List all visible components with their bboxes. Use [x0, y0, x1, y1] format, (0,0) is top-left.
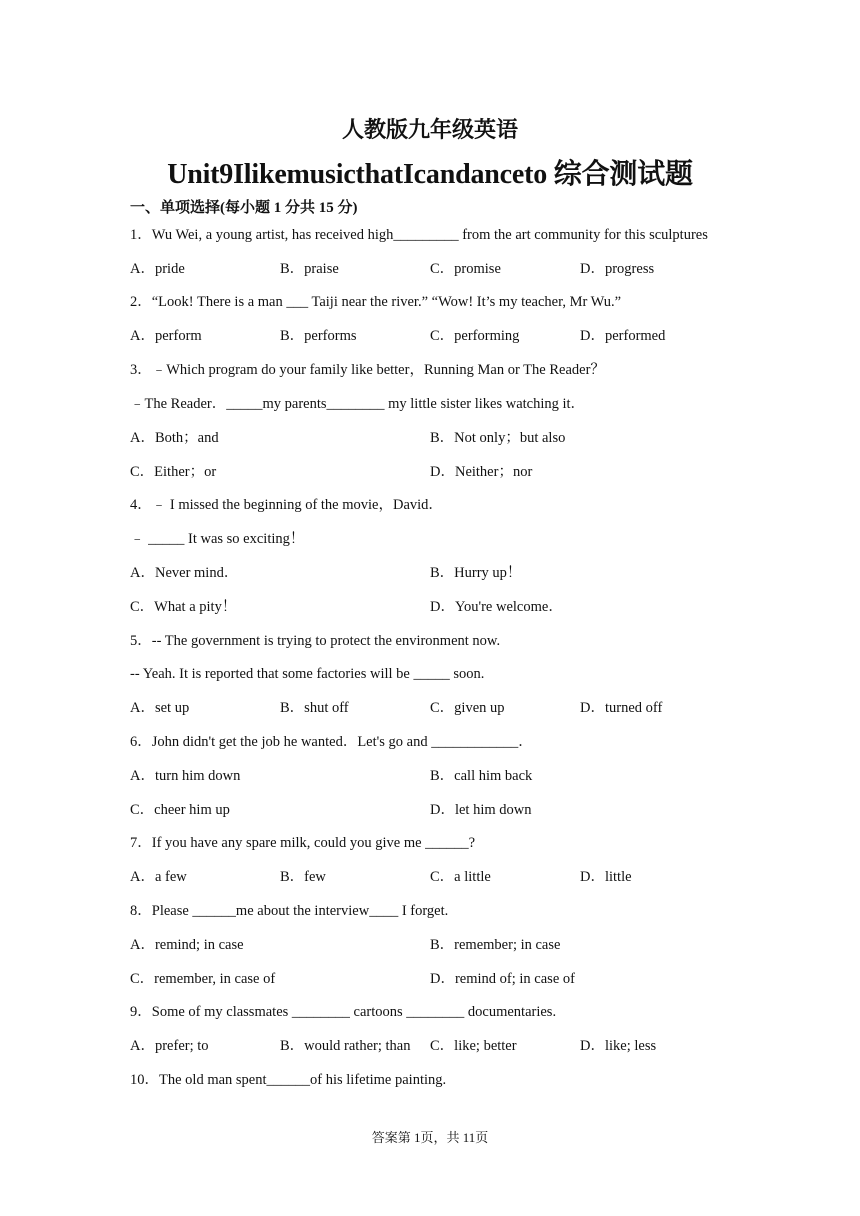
- option-d: D．like; less: [580, 1038, 657, 1054]
- title-line-2: Unit9IlikemusicthatIcandanceto 综合测试题: [167, 159, 693, 190]
- option-b: B．Hurry up！: [430, 565, 522, 581]
- option-d: D．remind of; in case of: [430, 971, 575, 987]
- question-9-stem: 9．Some of my classmates ________ cartoons ________ documentaries.: [130, 1004, 557, 1020]
- option-b: B．would rather; than: [280, 1038, 411, 1054]
- question-1-stem: 1．Wu Wei, a young artist, has received high_________ from the art community for this sculptures: [130, 227, 708, 243]
- option-c: C．like; better: [430, 1038, 517, 1054]
- question-4-stem-2: ﹣ _____ It was so exciting！: [130, 531, 305, 547]
- option-b: B．remember; in case: [430, 937, 561, 953]
- page-footer: 答案第 1页，共 11页: [371, 1130, 489, 1145]
- question-5-stem: 5．-- The government is trying to protect the environment now.: [130, 633, 501, 649]
- option-c: C．remember, in case of: [130, 971, 276, 987]
- option-a: A．pride: [130, 261, 185, 277]
- question-3-stem-2: ﹣The Reader．_____my parents________ my little sister likes watching it．: [130, 396, 586, 412]
- question-3-stem: 3．﹣Which program do your family like better，Running Man or The Reader？: [130, 362, 605, 378]
- option-d: D．You're welcome．: [430, 599, 563, 615]
- option-c: C．a little: [430, 869, 491, 885]
- option-c: C．given up: [430, 700, 505, 716]
- option-d: D．performed: [580, 328, 666, 344]
- question-10-stem: 10．The old man spent______of his lifetime painting.: [130, 1072, 447, 1088]
- option-d: D．little: [580, 869, 632, 885]
- option-d: D．Neither；nor: [430, 464, 533, 480]
- option-b: B．few: [280, 869, 326, 885]
- option-d: D．let him down: [430, 802, 532, 818]
- option-b: B．shut off: [280, 700, 349, 716]
- option-c: C．performing: [430, 328, 520, 344]
- section-heading: 一、单项选择(每小题 1 分共 15 分): [130, 200, 358, 216]
- option-d: D．progress: [580, 261, 655, 277]
- option-c: C．What a pity！: [130, 599, 237, 615]
- option-a: A．Never mind．: [130, 565, 239, 581]
- title-line-1: 人教版九年级英语: [341, 117, 518, 143]
- option-c: C．promise: [430, 261, 501, 277]
- question-2-stem: 2．“Look! There is a man ___ Taiji near the river.” “Wow! It’s my teacher, Mr Wu.”: [130, 294, 622, 310]
- option-c: C．cheer him up: [130, 802, 230, 818]
- option-a: A．remind; in case: [130, 937, 244, 953]
- question-7-stem: 7．If you have any spare milk, could you give me ______?: [130, 835, 476, 851]
- option-a: A．perform: [130, 328, 202, 344]
- option-b: B．praise: [280, 261, 339, 277]
- question-6-stem: 6．John didn't get the job he wanted．Let's go and ____________．: [130, 734, 533, 750]
- question-4-stem: 4．﹣ I missed the beginning of the movie，David．: [130, 497, 443, 513]
- option-a: A．a few: [130, 869, 187, 885]
- question-8-stem: 8．Please ______me about the interview____ I forget.: [130, 903, 449, 919]
- option-b: B．Not only；but also: [430, 430, 566, 446]
- option-d: D．turned off: [580, 700, 663, 716]
- option-b: B．call him back: [430, 768, 533, 784]
- option-b: B．performs: [280, 328, 357, 344]
- option-a: A．prefer; to: [130, 1038, 209, 1054]
- option-c: C．Either；or: [130, 464, 217, 480]
- question-5-stem-2: -- Yeah. It is reported that some factories will be _____ soon.: [130, 666, 485, 682]
- option-a: A．Both；and: [130, 430, 219, 446]
- option-a: A．set up: [130, 700, 190, 716]
- option-a: A．turn him down: [130, 768, 241, 784]
